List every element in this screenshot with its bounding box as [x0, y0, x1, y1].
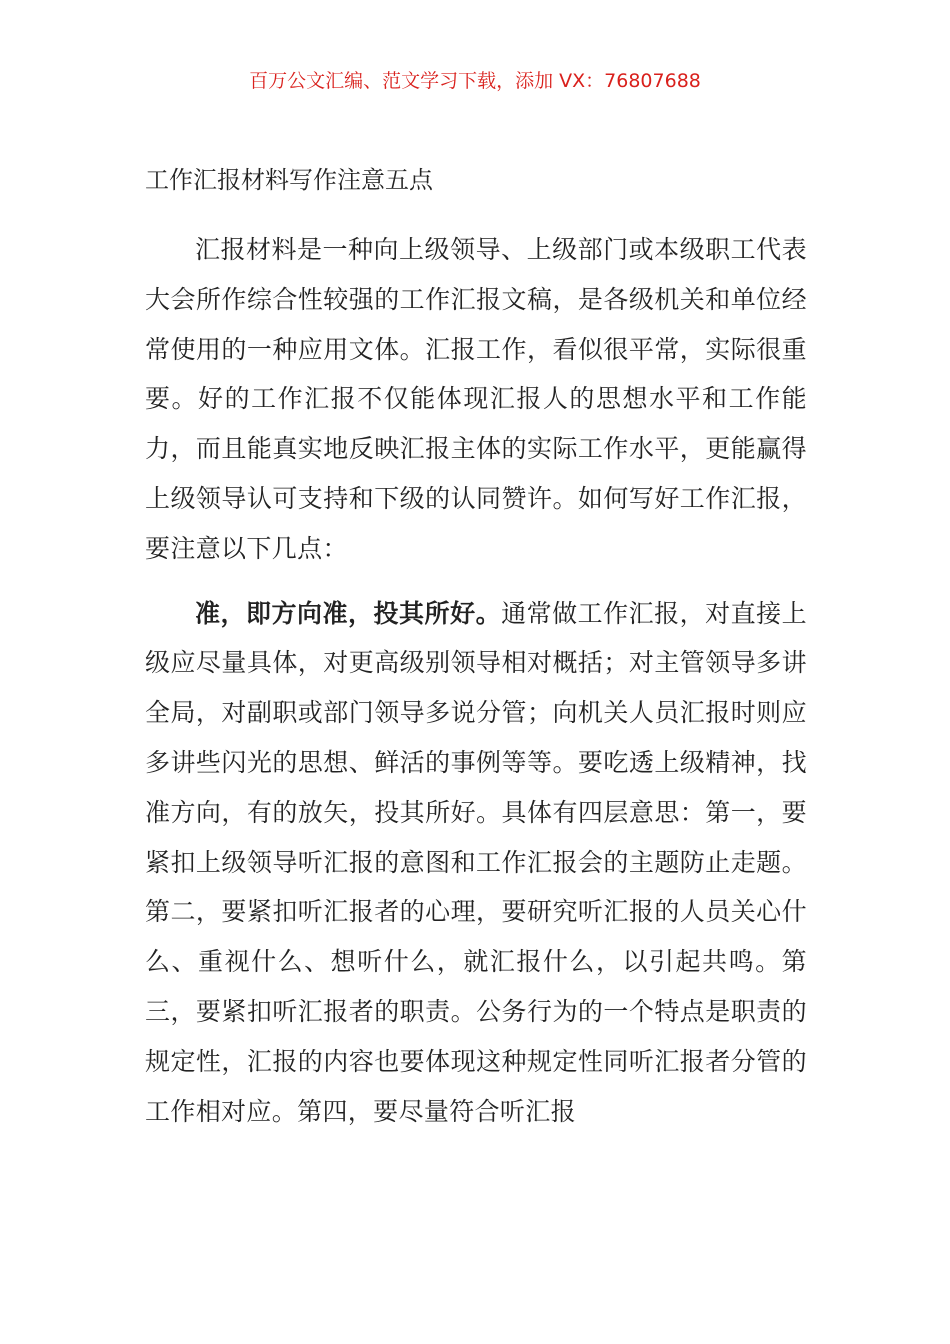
paragraph-text: 通常做工作汇报，对直接上级应尽量具体，对更高级别领导相对概括；对主管领导多讲全局，对副职或部门领导多说分管；向机关人员汇报时则应多讲些闪光的思想、鲜活的事例等等。要吃透上级精神，找准方向，有的放矢，投其所好。具体有四层意思：第一，要紧扣上级领导听汇报的意图和工作汇报会的主题防止走题。第二，要紧扣听汇报者的心理，要研究听汇报的人员关心什么、重视什么、想听什么，就汇报什么，以引起共鸣。第三，要紧扣听汇报者的职责。公务行为的一个特点是职责的规定性，汇报的内容也要体现这种规定性同听汇报者分管的工作相对应。第四，要尽量符合听汇报 [145, 598, 807, 1126]
intro-paragraph [145, 225, 807, 574]
paragraph-lead-heading: 准，即方向准，投其所好。 [195, 598, 502, 628]
document-body [145, 225, 807, 1136]
watermark-banner: 百万公文汇编、范文学习下载，添加 VX：76807688 [249, 70, 701, 92]
point-paragraph-accuracy [145, 589, 807, 1137]
paragraph-text: 汇报材料是一种向上级领导、上级部门或本级职工代表大会所作综合性较强的工作汇报文稿，是各级机关和单位经常使用的一种应用文体。汇报工作，看似很平常，实际很重要。好的工作汇报不仅能体现汇报人的思想水平和工作能力，而且能真实地反映汇报主体的实际工作水平，更能赢得上级领导认可支持和下级的认同赞许。如何写好工作汇报，要注意以下几点： [145, 235, 807, 563]
document-title: 工作汇报材料写作注意五点 [145, 166, 433, 194]
